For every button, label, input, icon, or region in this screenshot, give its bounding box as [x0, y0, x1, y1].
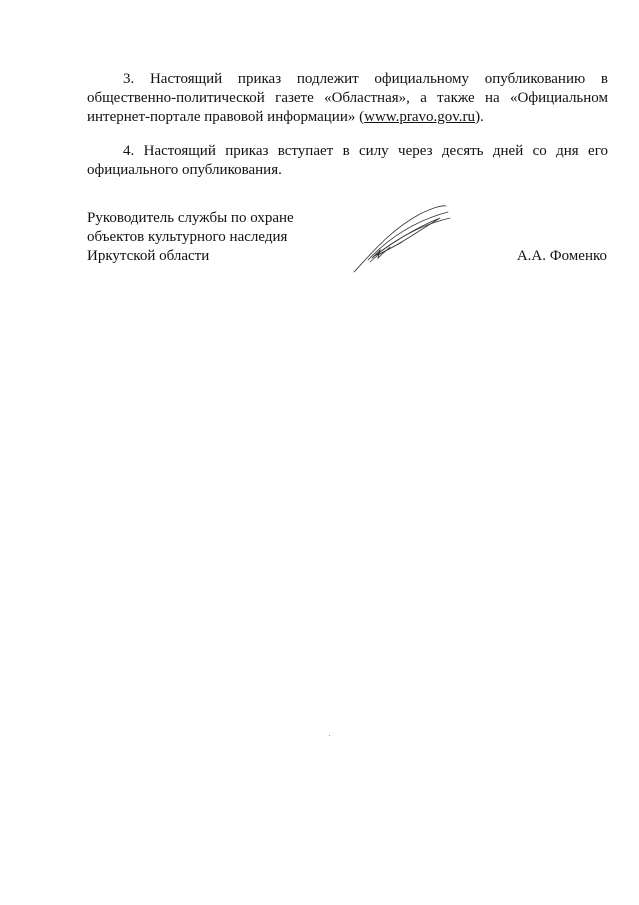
paragraph-3-line-3-text: интернет-портале правовой информации» (	[87, 109, 365, 125]
pravo-link[interactable]: www.pravo.gov.ru	[364, 109, 476, 125]
paragraph-4-line-2: официального опубликования.	[87, 162, 282, 178]
paragraph-3-line-3	[87, 108, 608, 127]
paragraph-3-line-2: общественно-политической газете «Областная», а также на «Официальном	[87, 90, 608, 106]
paragraph-3-line-3-end: ).	[475, 109, 484, 125]
paragraph-4-line-1: 4. Настоящий приказ вступает в силу через десять дней со дня его	[123, 143, 608, 159]
signer-position-line-1: Руководитель службы по охране	[87, 210, 294, 226]
signer-position-line-2: объектов культурного наследия	[87, 229, 288, 245]
signer-position-line-3: Иркутской области	[87, 248, 210, 264]
paragraph-3-line-1: 3. Настоящий приказ подлежит официальному опубликованию в	[123, 71, 608, 87]
scan-artifact-dot	[329, 735, 330, 736]
signer-name: А.А. Фоменко	[516, 248, 607, 264]
handwritten-signature	[350, 200, 460, 275]
